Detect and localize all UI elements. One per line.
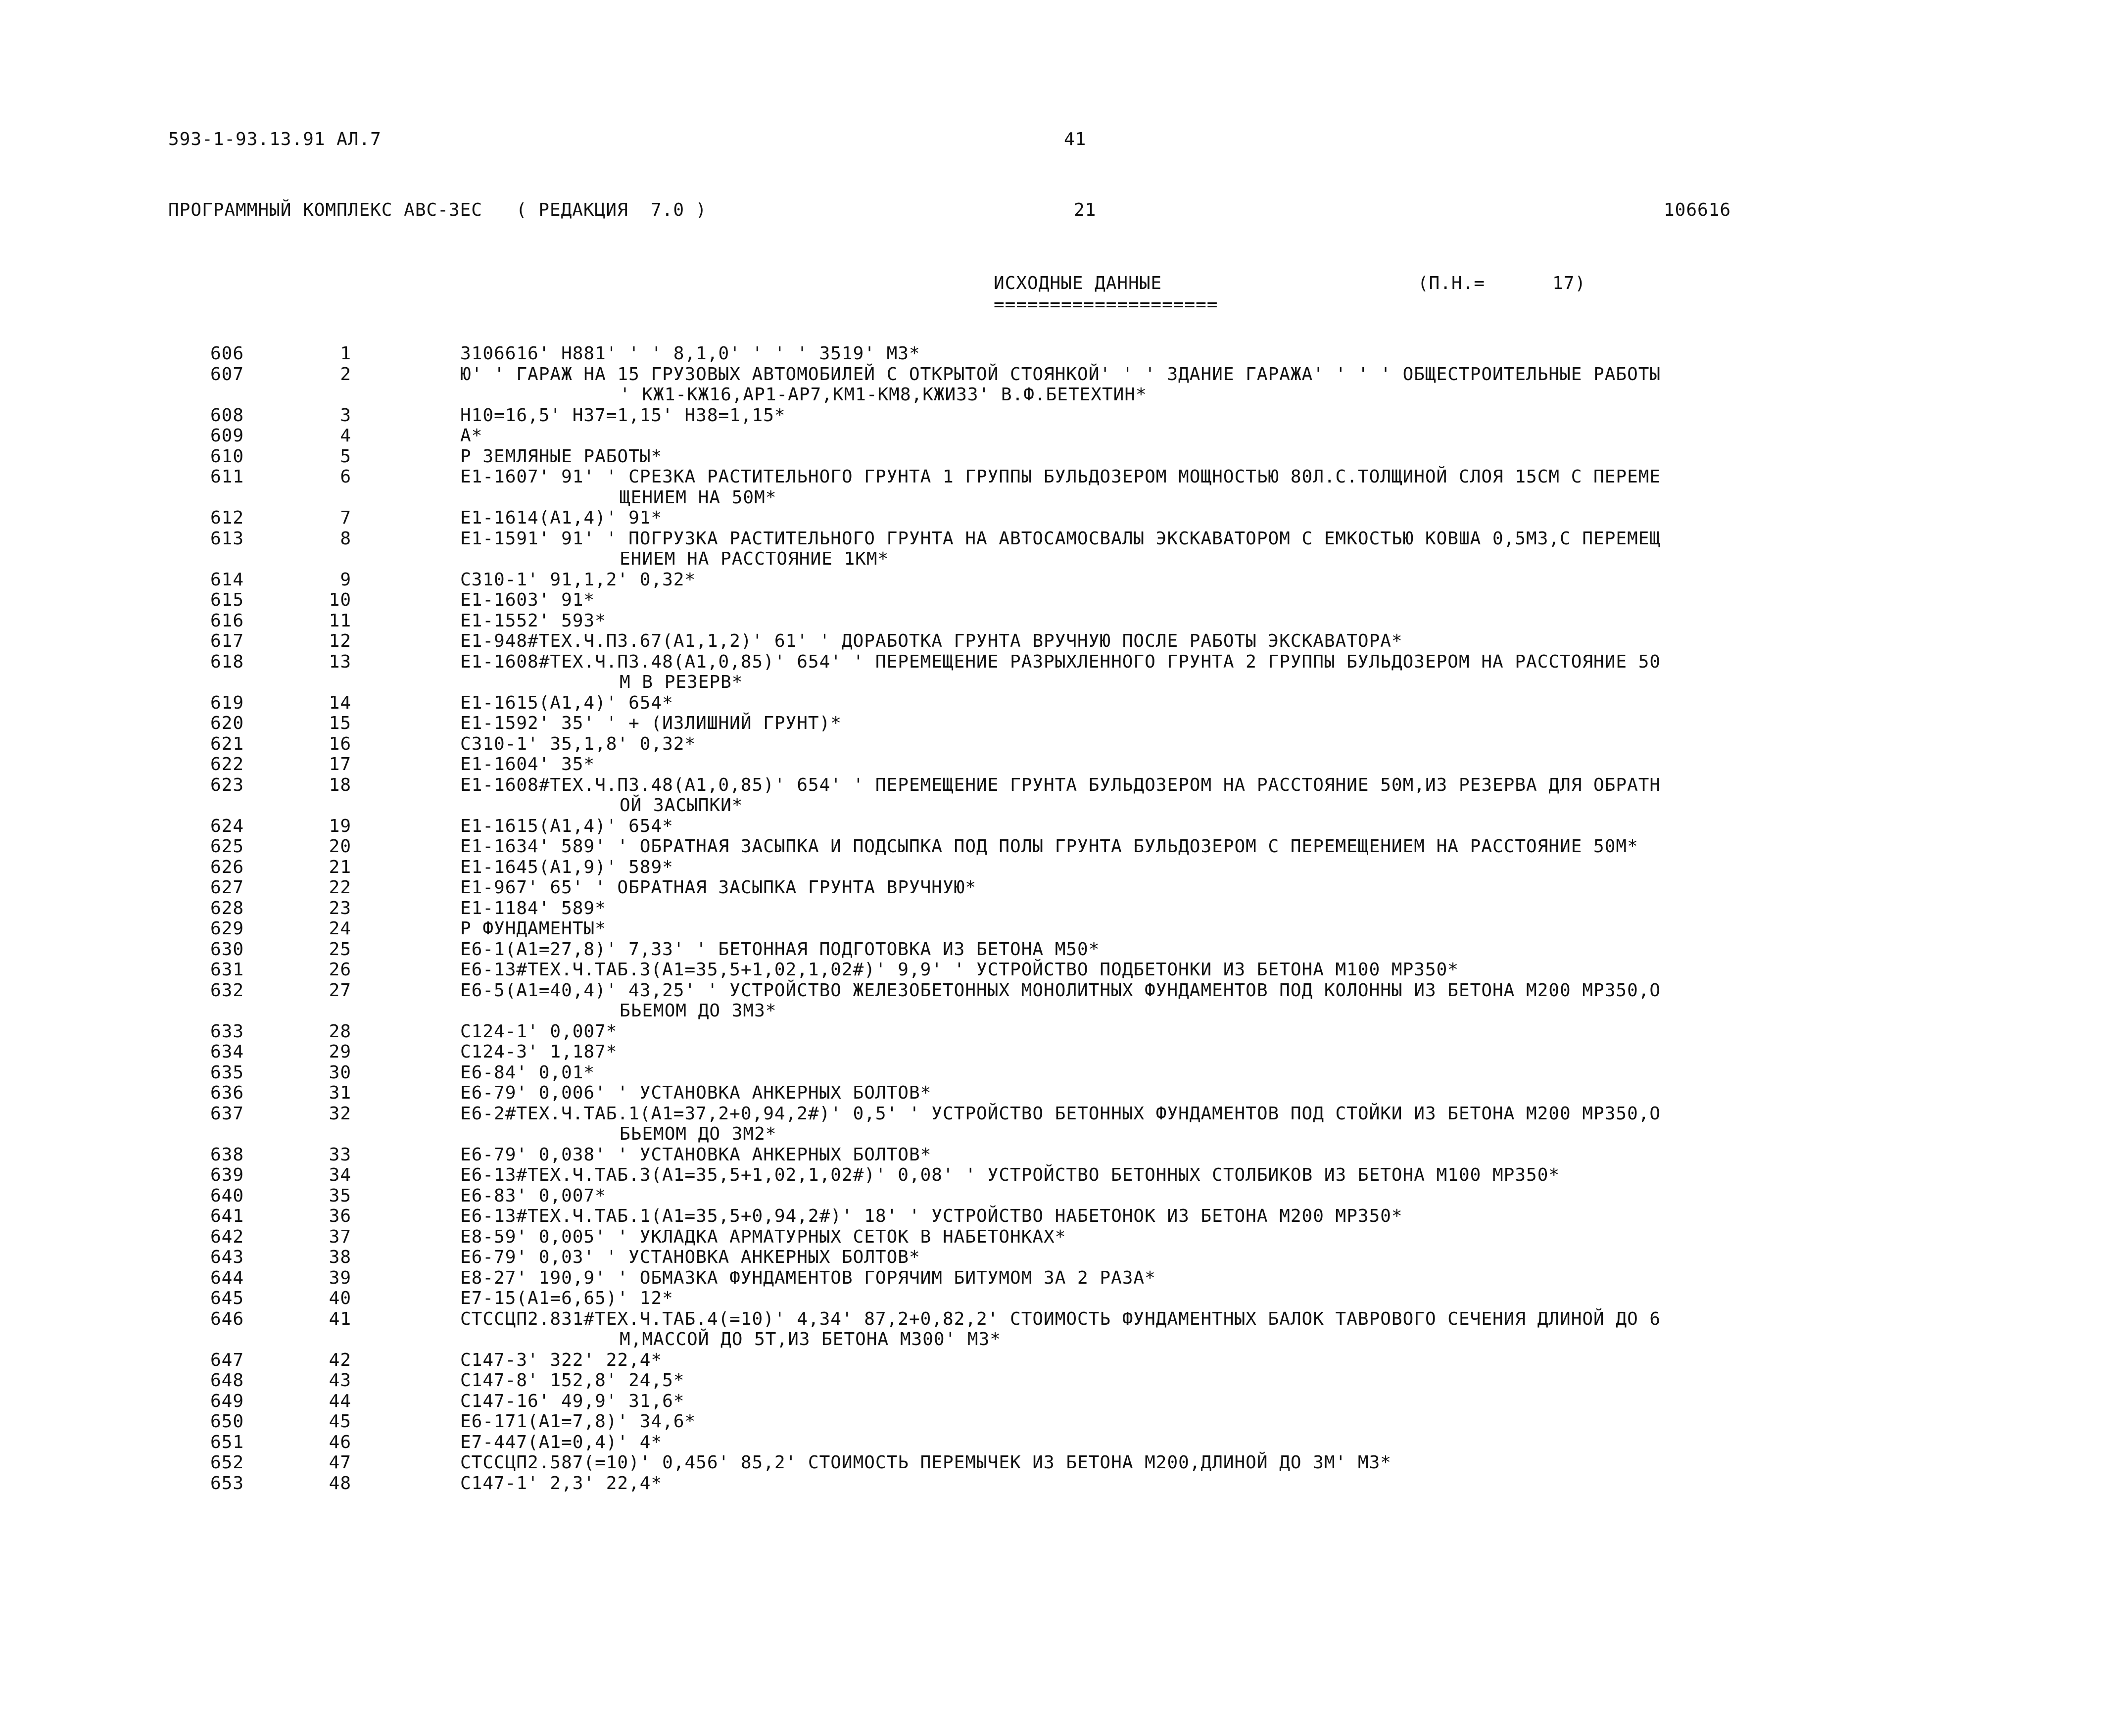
row-text xyxy=(460,1165,1974,1186)
row-sequence-number: 42 xyxy=(329,1350,351,1370)
row-sequence-number: 33 xyxy=(329,1144,351,1165)
row-sequence-number: 6 xyxy=(340,467,351,487)
row-text-main: СТССЦП2.587(=10)' 0,456' 85,2' СТОИМОСТЬ ПЕРЕМЫЧЕК ИЗ БЕТОНА М200,ДЛИНОЙ ДО 3М' М3* xyxy=(460,1452,1391,1473)
row-text-continuation: БЬЕМОМ ДО 3М2* xyxy=(620,1124,777,1144)
row-sequence-number: 35 xyxy=(329,1185,351,1206)
listing-row xyxy=(0,611,2111,631)
row-line-number: 629 xyxy=(210,918,244,939)
row-sequence-number: 30 xyxy=(329,1062,351,1083)
row-text xyxy=(460,1206,1974,1227)
row-sequence-number: 36 xyxy=(329,1206,351,1226)
listing-row xyxy=(0,1350,2111,1371)
row-line-number: 649 xyxy=(210,1391,244,1411)
row-text xyxy=(460,816,1974,837)
row-sequence-number: 1 xyxy=(340,343,351,364)
row-sequence-number: 3 xyxy=(340,405,351,426)
row-line-number: 618 xyxy=(210,651,244,672)
listing-row xyxy=(0,1062,2111,1083)
row-sequence-number: 13 xyxy=(329,651,351,672)
row-line-number: 635 xyxy=(210,1062,244,1083)
row-text-main: С147-8' 152,8' 24,5* xyxy=(460,1370,685,1391)
row-text-main: Е6-13#ТЕХ.Ч.ТАБ.1(А1=35,5+0,94,2#)' 18' ' УСТРОЙСТВО НАБЕТОНОК ИЗ БЕТОНА М200 МР350* xyxy=(460,1206,1403,1226)
row-sequence-number: 45 xyxy=(329,1411,351,1432)
row-text-main: СТССЦП2.831#ТЕХ.Ч.ТАБ.4(=10)' 4,34' 87,2+0,82,2' СТОИМОСТЬ ФУНДАМЕНТНЫХ БАЛОК ТАВРОВОГО СЕЧЕНИЯ ДЛИНОЙ ДО 6 xyxy=(460,1308,1661,1329)
row-text-main: Е6-1(А1=27,8)' 7,33' ' БЕТОННАЯ ПОДГОТОВКА ИЗ БЕТОНА М50* xyxy=(460,939,1100,960)
row-text xyxy=(460,1350,1974,1371)
listing-row xyxy=(0,1452,2111,1473)
row-text-main: Е6-83' 0,007* xyxy=(460,1185,606,1206)
row-text-main: Е8-27' 190,9' ' ОБМАЗКА ФУНДАМЕНТОВ ГОРЯЧИМ БИТУМОМ ЗА 2 РАЗА* xyxy=(460,1267,1156,1288)
row-sequence-number: 23 xyxy=(329,898,351,918)
row-text-main: А* xyxy=(460,426,483,446)
row-text-main: Ю' ' ГАРАЖ НА 15 ГРУЗОВЫХ АВТОМОБИЛЕЙ С ОТКРЫТОЙ СТОЯНКОЙ' ' ' ЗДАНИЕ ГАРАЖА' ' ' ' ОБЩЕСТРОИТЕЛЬНЫЕ РАБОТЫ xyxy=(460,364,1661,385)
row-text xyxy=(460,693,1974,714)
row-text xyxy=(460,734,1974,755)
row-text-main: Е1-1607' 91' ' СРЕЗКА РАСТИТЕЛЬНОГО ГРУНТА 1 ГРУППЫ БУЛЬДОЗЕРОМ МОЩНОСТЬЮ 80Л.С.ТОЛЩИНОЙ СЛОЯ 15СМ С ПЕРЕМЕ xyxy=(460,467,1661,487)
listing-row xyxy=(0,816,2111,837)
row-sequence-number: 37 xyxy=(329,1226,351,1247)
row-line-number: 606 xyxy=(210,343,244,364)
row-text xyxy=(460,1104,1974,1145)
row-sequence-number: 10 xyxy=(329,590,351,610)
listing-row xyxy=(0,1411,2111,1432)
row-line-number: 648 xyxy=(210,1370,244,1391)
row-text-main: Е8-59' 0,005' ' УКЛАДКА АРМАТУРНЫХ СЕТОК В НАБЕТОНКАХ* xyxy=(460,1226,1066,1247)
row-text-main: С147-1' 2,3' 22,4* xyxy=(460,1473,663,1494)
row-line-number: 627 xyxy=(210,877,244,898)
row-text xyxy=(460,1247,1974,1268)
row-text xyxy=(460,1452,1974,1473)
row-text xyxy=(460,446,1974,467)
listing-row xyxy=(0,1432,2111,1453)
listing-row xyxy=(0,775,2111,816)
listing-row xyxy=(0,1370,2111,1391)
listing-row xyxy=(0,1309,2111,1350)
row-line-number: 631 xyxy=(210,960,244,980)
row-text-main: Е7-447(А1=0,4)' 4* xyxy=(460,1432,663,1452)
row-text-main: Е6-79' 0,03' ' УСТАНОВКА АНКЕРНЫХ БОЛТОВ* xyxy=(460,1247,920,1267)
row-text xyxy=(460,1370,1974,1391)
row-sequence-number: 32 xyxy=(329,1103,351,1124)
listing-row xyxy=(0,426,2111,446)
listing-row xyxy=(0,652,2111,693)
row-text xyxy=(460,611,1974,631)
row-sequence-number: 12 xyxy=(329,631,351,651)
row-sequence-number: 26 xyxy=(329,960,351,980)
listing-row xyxy=(0,734,2111,755)
row-text xyxy=(460,1411,1974,1432)
row-text-main: Е1-1604' 35* xyxy=(460,754,595,774)
row-line-number: 623 xyxy=(210,774,244,795)
row-text-main: С147-16' 49,9' 31,6* xyxy=(460,1391,685,1411)
row-line-number: 615 xyxy=(210,590,244,610)
listing-row xyxy=(0,1165,2111,1186)
row-text-main: Е6-13#ТЕХ.Ч.ТАБ.3(А1=35,5+1,02,1,02#)' 0,08' ' УСТРОЙСТВО БЕТОННЫХ СТОЛБИКОВ ИЗ БЕТОНА М100 МР350* xyxy=(460,1165,1560,1185)
row-sequence-number: 25 xyxy=(329,939,351,960)
row-text xyxy=(460,1083,1974,1104)
listing-row xyxy=(0,939,2111,960)
row-text-main: Е1-1645(А1,9)' 589* xyxy=(460,857,673,877)
listing-row xyxy=(0,467,2111,508)
document-id: 593-1-93.13.91 АЛ.7 xyxy=(168,129,382,149)
row-text-main: Е1-1603' 91* xyxy=(460,590,595,610)
row-sequence-number: 14 xyxy=(329,692,351,713)
row-line-number: 641 xyxy=(210,1206,244,1226)
row-sequence-number: 28 xyxy=(329,1021,351,1042)
row-sequence-number: 41 xyxy=(329,1308,351,1329)
row-sequence-number: 34 xyxy=(329,1165,351,1185)
row-sequence-number: 48 xyxy=(329,1473,351,1494)
row-text-main: Н10=16,5' Н37=1,15' Н38=1,15* xyxy=(460,405,786,426)
row-text-main: С310-1' 91,1,2' 0,32* xyxy=(460,569,696,590)
row-sequence-number: 31 xyxy=(329,1083,351,1103)
row-line-number: 611 xyxy=(210,467,244,487)
listing-row xyxy=(0,960,2111,980)
row-line-number: 643 xyxy=(210,1247,244,1267)
program-number: 21 xyxy=(1074,200,1097,220)
row-text xyxy=(460,1309,1974,1350)
row-line-number: 620 xyxy=(210,713,244,733)
listing-rows xyxy=(0,343,2111,1494)
row-line-number: 614 xyxy=(210,569,244,590)
row-line-number: 628 xyxy=(210,898,244,918)
listing-row xyxy=(0,1288,2111,1309)
row-text-main: Е6-84' 0,01* xyxy=(460,1062,595,1083)
row-line-number: 632 xyxy=(210,980,244,1001)
row-sequence-number: 11 xyxy=(329,610,351,631)
listing-row xyxy=(0,857,2111,878)
row-line-number: 645 xyxy=(210,1288,244,1308)
row-text xyxy=(460,877,1974,898)
row-text xyxy=(460,939,1974,960)
row-text-continuation: ОЙ ЗАСЫПКИ* xyxy=(620,795,743,816)
row-line-number: 646 xyxy=(210,1308,244,1329)
row-line-number: 624 xyxy=(210,816,244,836)
row-sequence-number: 8 xyxy=(340,528,351,549)
row-sequence-number: 43 xyxy=(329,1370,351,1391)
row-text xyxy=(460,1042,1974,1062)
row-text xyxy=(460,775,1974,816)
row-line-number: 616 xyxy=(210,610,244,631)
listing-row xyxy=(0,1042,2111,1062)
row-text-main: Е6-79' 0,038' ' УСТАНОВКА АНКЕРНЫХ БОЛТОВ* xyxy=(460,1144,932,1165)
row-sequence-number: 18 xyxy=(329,774,351,795)
listing-row xyxy=(0,364,2111,405)
row-text xyxy=(460,898,1974,919)
row-text-main: Е1-1591' 91' ' ПОГРУЗКА РАСТИТЕЛЬНОГО ГРУНТА НА АВТОСАМОСВАЛЫ ЭКСКАВАТОРОМ С ЕМКОСТЬЮ КОВША 0,5М3,С ПЕРЕМЕЩ xyxy=(460,528,1661,549)
row-text xyxy=(460,343,1974,364)
row-line-number: 626 xyxy=(210,857,244,877)
row-sequence-number: 39 xyxy=(329,1267,351,1288)
row-text-continuation: БЬЕМОМ ДО 3М3* xyxy=(620,1001,777,1021)
row-line-number: 639 xyxy=(210,1165,244,1185)
listing-row xyxy=(0,1104,2111,1145)
row-line-number: 651 xyxy=(210,1432,244,1452)
listing-row xyxy=(0,713,2111,734)
row-line-number: 640 xyxy=(210,1185,244,1206)
row-line-number: 638 xyxy=(210,1144,244,1165)
row-sequence-number: 24 xyxy=(329,918,351,939)
row-sequence-number: 38 xyxy=(329,1247,351,1267)
row-sequence-number: 29 xyxy=(329,1042,351,1062)
listing-row xyxy=(0,405,2111,426)
row-text xyxy=(460,529,1974,570)
row-line-number: 619 xyxy=(210,692,244,713)
row-text xyxy=(460,1062,1974,1083)
row-text-main: С310-1' 35,1,8' 0,32* xyxy=(460,733,696,754)
row-text-main: Е1-1634' 589' ' ОБРАТНАЯ ЗАСЫПКА И ПОДСЫПКА ПОД ПОЛЫ ГРУНТА БУЛЬДОЗЕРОМ С ПЕРЕМЕЩЕНИЕМ НА РАССТОЯНИЕ 50М* xyxy=(460,836,1638,857)
program-title: ПРОГРАММНЫЙ КОМПЛЕКС АВС-3ЕС ( РЕДАКЦИЯ 7.0 ) xyxy=(168,200,707,220)
row-text-main: Е6-79' 0,006' ' УСТАНОВКА АНКЕРНЫХ БОЛТОВ* xyxy=(460,1083,932,1103)
row-text xyxy=(460,364,1974,405)
row-text xyxy=(460,1145,1974,1165)
listing-row xyxy=(0,1021,2111,1042)
row-text-continuation: ' КЖ1-КЖ16,АР1-АР7,КМ1-КМ8,КЖИ33' В.Ф.БЕТЕХТИН* xyxy=(620,385,1147,405)
row-line-number: 634 xyxy=(210,1042,244,1062)
listing-row xyxy=(0,343,2111,364)
row-line-number: 637 xyxy=(210,1103,244,1124)
listing-row xyxy=(0,590,2111,611)
row-text xyxy=(460,1268,1974,1289)
row-sequence-number: 21 xyxy=(329,857,351,877)
row-sequence-number: 15 xyxy=(329,713,351,733)
row-sequence-number: 46 xyxy=(329,1432,351,1452)
row-sequence-number: 2 xyxy=(340,364,351,385)
row-text-continuation: ЩЕНИЕМ НА 50М* xyxy=(620,487,777,508)
listing-row xyxy=(0,980,2111,1021)
row-text-main: Е6-5(А1=40,4)' 43,25' ' УСТРОЙСТВО ЖЕЛЕЗОБЕТОННЫХ МОНОЛИТНЫХ ФУНДАМЕНТОВ ПОД КОЛОННЫ ИЗ БЕТОНА М200 МР350,О xyxy=(460,980,1661,1001)
row-text xyxy=(460,1021,1974,1042)
row-text-main: Е1-1614(А1,4)' 91* xyxy=(460,508,663,528)
row-text xyxy=(460,754,1974,775)
row-line-number: 613 xyxy=(210,528,244,549)
row-line-number: 647 xyxy=(210,1350,244,1370)
row-line-number: 621 xyxy=(210,733,244,754)
listing-row xyxy=(0,1391,2111,1412)
row-text xyxy=(460,652,1974,693)
listing-row xyxy=(0,1473,2111,1494)
row-sequence-number: 7 xyxy=(340,508,351,528)
row-line-number: 653 xyxy=(210,1473,244,1494)
row-sequence-number: 47 xyxy=(329,1452,351,1473)
row-sequence-number: 44 xyxy=(329,1391,351,1411)
row-line-number: 636 xyxy=(210,1083,244,1103)
row-text-main: 3106616' Н881' ' ' 8,1,0' ' ' ' 3519' М3* xyxy=(460,343,920,364)
row-sequence-number: 16 xyxy=(329,733,351,754)
listing-row xyxy=(0,631,2111,652)
program-code: 106616 xyxy=(1664,200,1731,220)
row-text-main: Е1-1184' 589* xyxy=(460,898,606,918)
row-line-number: 630 xyxy=(210,939,244,960)
listing-row xyxy=(0,1083,2111,1104)
row-text-main: Е1-967' 65' ' ОБРАТНАЯ ЗАСЫПКА ГРУНТА ВРУЧНУЮ* xyxy=(460,877,976,898)
row-text xyxy=(460,1473,1974,1494)
row-text-continuation: М В РЕЗЕРВ* xyxy=(620,672,743,692)
listing-row xyxy=(0,446,2111,467)
row-text xyxy=(460,857,1974,878)
listing-row xyxy=(0,1186,2111,1206)
row-text xyxy=(460,1432,1974,1453)
listing-row xyxy=(0,1145,2111,1165)
row-sequence-number: 5 xyxy=(340,446,351,467)
row-text xyxy=(460,1186,1974,1206)
row-text xyxy=(460,1288,1974,1309)
row-sequence-number: 9 xyxy=(340,569,351,590)
row-line-number: 644 xyxy=(210,1267,244,1288)
row-text-main: Е7-15(А1=6,65)' 12* xyxy=(460,1288,673,1308)
section-title: ИСХОДНЫЕ ДАННЫЕ xyxy=(994,273,1162,293)
row-text-main: Е1-1615(А1,4)' 654* xyxy=(460,692,673,713)
row-text-main: Е1-948#ТЕХ.Ч.П3.67(А1,1,2)' 61' ' ДОРАБОТКА ГРУНТА ВРУЧНУЮ ПОСЛЕ РАБОТЫ ЭКСКАВАТОРА* xyxy=(460,631,1403,651)
row-sequence-number: 19 xyxy=(329,816,351,836)
section-param: (П.Н.= 17) xyxy=(1418,273,1586,293)
listing-row xyxy=(0,836,2111,857)
row-sequence-number: 17 xyxy=(329,754,351,774)
row-line-number: 607 xyxy=(210,364,244,385)
row-line-number: 617 xyxy=(210,631,244,651)
listing-row xyxy=(0,1268,2111,1289)
page-number: 41 xyxy=(1064,129,1087,149)
row-text-main: Е1-1552' 593* xyxy=(460,610,606,631)
row-line-number: 652 xyxy=(210,1452,244,1473)
row-text-main: Е1-1608#ТЕХ.Ч.П3.48(А1,0,85)' 654' ' ПЕРЕМЕЩЕНИЕ ГРУНТА БУЛЬДОЗЕРОМ НА РАССТОЯНИЕ 50М,ИЗ РЕЗЕРВА ДЛЯ ОБРАТН xyxy=(460,774,1661,795)
row-text-continuation: ЕНИЕМ НА РАССТОЯНИЕ 1КМ* xyxy=(620,549,889,569)
listing-row xyxy=(0,508,2111,529)
row-line-number: 625 xyxy=(210,836,244,857)
row-text-main: Е6-171(А1=7,8)' 34,6* xyxy=(460,1411,696,1432)
listing-row xyxy=(0,898,2111,919)
row-text xyxy=(460,713,1974,734)
row-text-main: С124-3' 1,187* xyxy=(460,1042,618,1062)
row-text-continuation: М,МАССОЙ ДО 5Т,ИЗ БЕТОНА М300' М3* xyxy=(620,1329,1001,1350)
row-line-number: 633 xyxy=(210,1021,244,1042)
row-text-main: Е6-13#ТЕХ.Ч.ТАБ.3(А1=35,5+1,02,1,02#)' 9,9' ' УСТРОЙСТВО ПОДБЕТОНКИ ИЗ БЕТОНА М100 МР350* xyxy=(460,960,1459,980)
row-text xyxy=(460,1391,1974,1412)
row-sequence-number: 40 xyxy=(329,1288,351,1308)
row-text-main: Е1-1615(А1,4)' 654* xyxy=(460,816,673,836)
listing-row xyxy=(0,1206,2111,1227)
row-text xyxy=(460,590,1974,611)
row-text xyxy=(460,980,1974,1021)
listing-row xyxy=(0,1227,2111,1248)
row-text xyxy=(460,836,1974,857)
listing-row xyxy=(0,693,2111,714)
row-text-main: Е6-2#ТЕХ.Ч.ТАБ.1(А1=37,2+0,94,2#)' 0,5' ' УСТРОЙСТВО БЕТОННЫХ ФУНДАМЕНТОВ ПОД СТОЙКИ ИЗ БЕТОНА М200 МР350,О xyxy=(460,1103,1661,1124)
listing-row xyxy=(0,754,2111,775)
row-line-number: 608 xyxy=(210,405,244,426)
row-line-number: 622 xyxy=(210,754,244,774)
row-text-main: С124-1' 0,007* xyxy=(460,1021,618,1042)
listing-row xyxy=(0,1247,2111,1268)
row-text xyxy=(460,570,1974,590)
row-text-main: Е1-1608#ТЕХ.Ч.П3.48(А1,0,85)' 654' ' ПЕРЕМЕЩЕНИЕ РАЗРЫХЛЕННОГО ГРУНТА 2 ГРУППЫ БУЛЬДОЗЕРОМ НА РАССТОЯНИЕ 50 xyxy=(460,651,1661,672)
section-underline: ==================== xyxy=(994,294,1218,315)
row-sequence-number: 20 xyxy=(329,836,351,857)
listing-row xyxy=(0,529,2111,570)
listing-row xyxy=(0,877,2111,898)
row-text xyxy=(460,1227,1974,1248)
row-sequence-number: 27 xyxy=(329,980,351,1001)
row-text xyxy=(460,508,1974,529)
row-text xyxy=(460,405,1974,426)
listing-row xyxy=(0,918,2111,939)
row-line-number: 612 xyxy=(210,508,244,528)
row-line-number: 650 xyxy=(210,1411,244,1432)
row-sequence-number: 22 xyxy=(329,877,351,898)
row-text-main: С147-3' 322' 22,4* xyxy=(460,1350,663,1370)
row-line-number: 642 xyxy=(210,1226,244,1247)
row-text xyxy=(460,467,1974,508)
row-text-main: Е1-1592' 35' ' + (ИЗЛИШНИЙ ГРУНТ)* xyxy=(460,713,842,733)
row-text-main: Р ЗЕМЛЯНЫЕ РАБОТЫ* xyxy=(460,446,663,467)
row-text xyxy=(460,631,1974,652)
row-text xyxy=(460,960,1974,980)
row-text-main: Р ФУНДАМЕНТЫ* xyxy=(460,918,606,939)
row-text xyxy=(460,918,1974,939)
row-text xyxy=(460,426,1974,446)
row-line-number: 609 xyxy=(210,426,244,446)
row-sequence-number: 4 xyxy=(340,426,351,446)
row-line-number: 610 xyxy=(210,446,244,467)
listing-row xyxy=(0,570,2111,590)
